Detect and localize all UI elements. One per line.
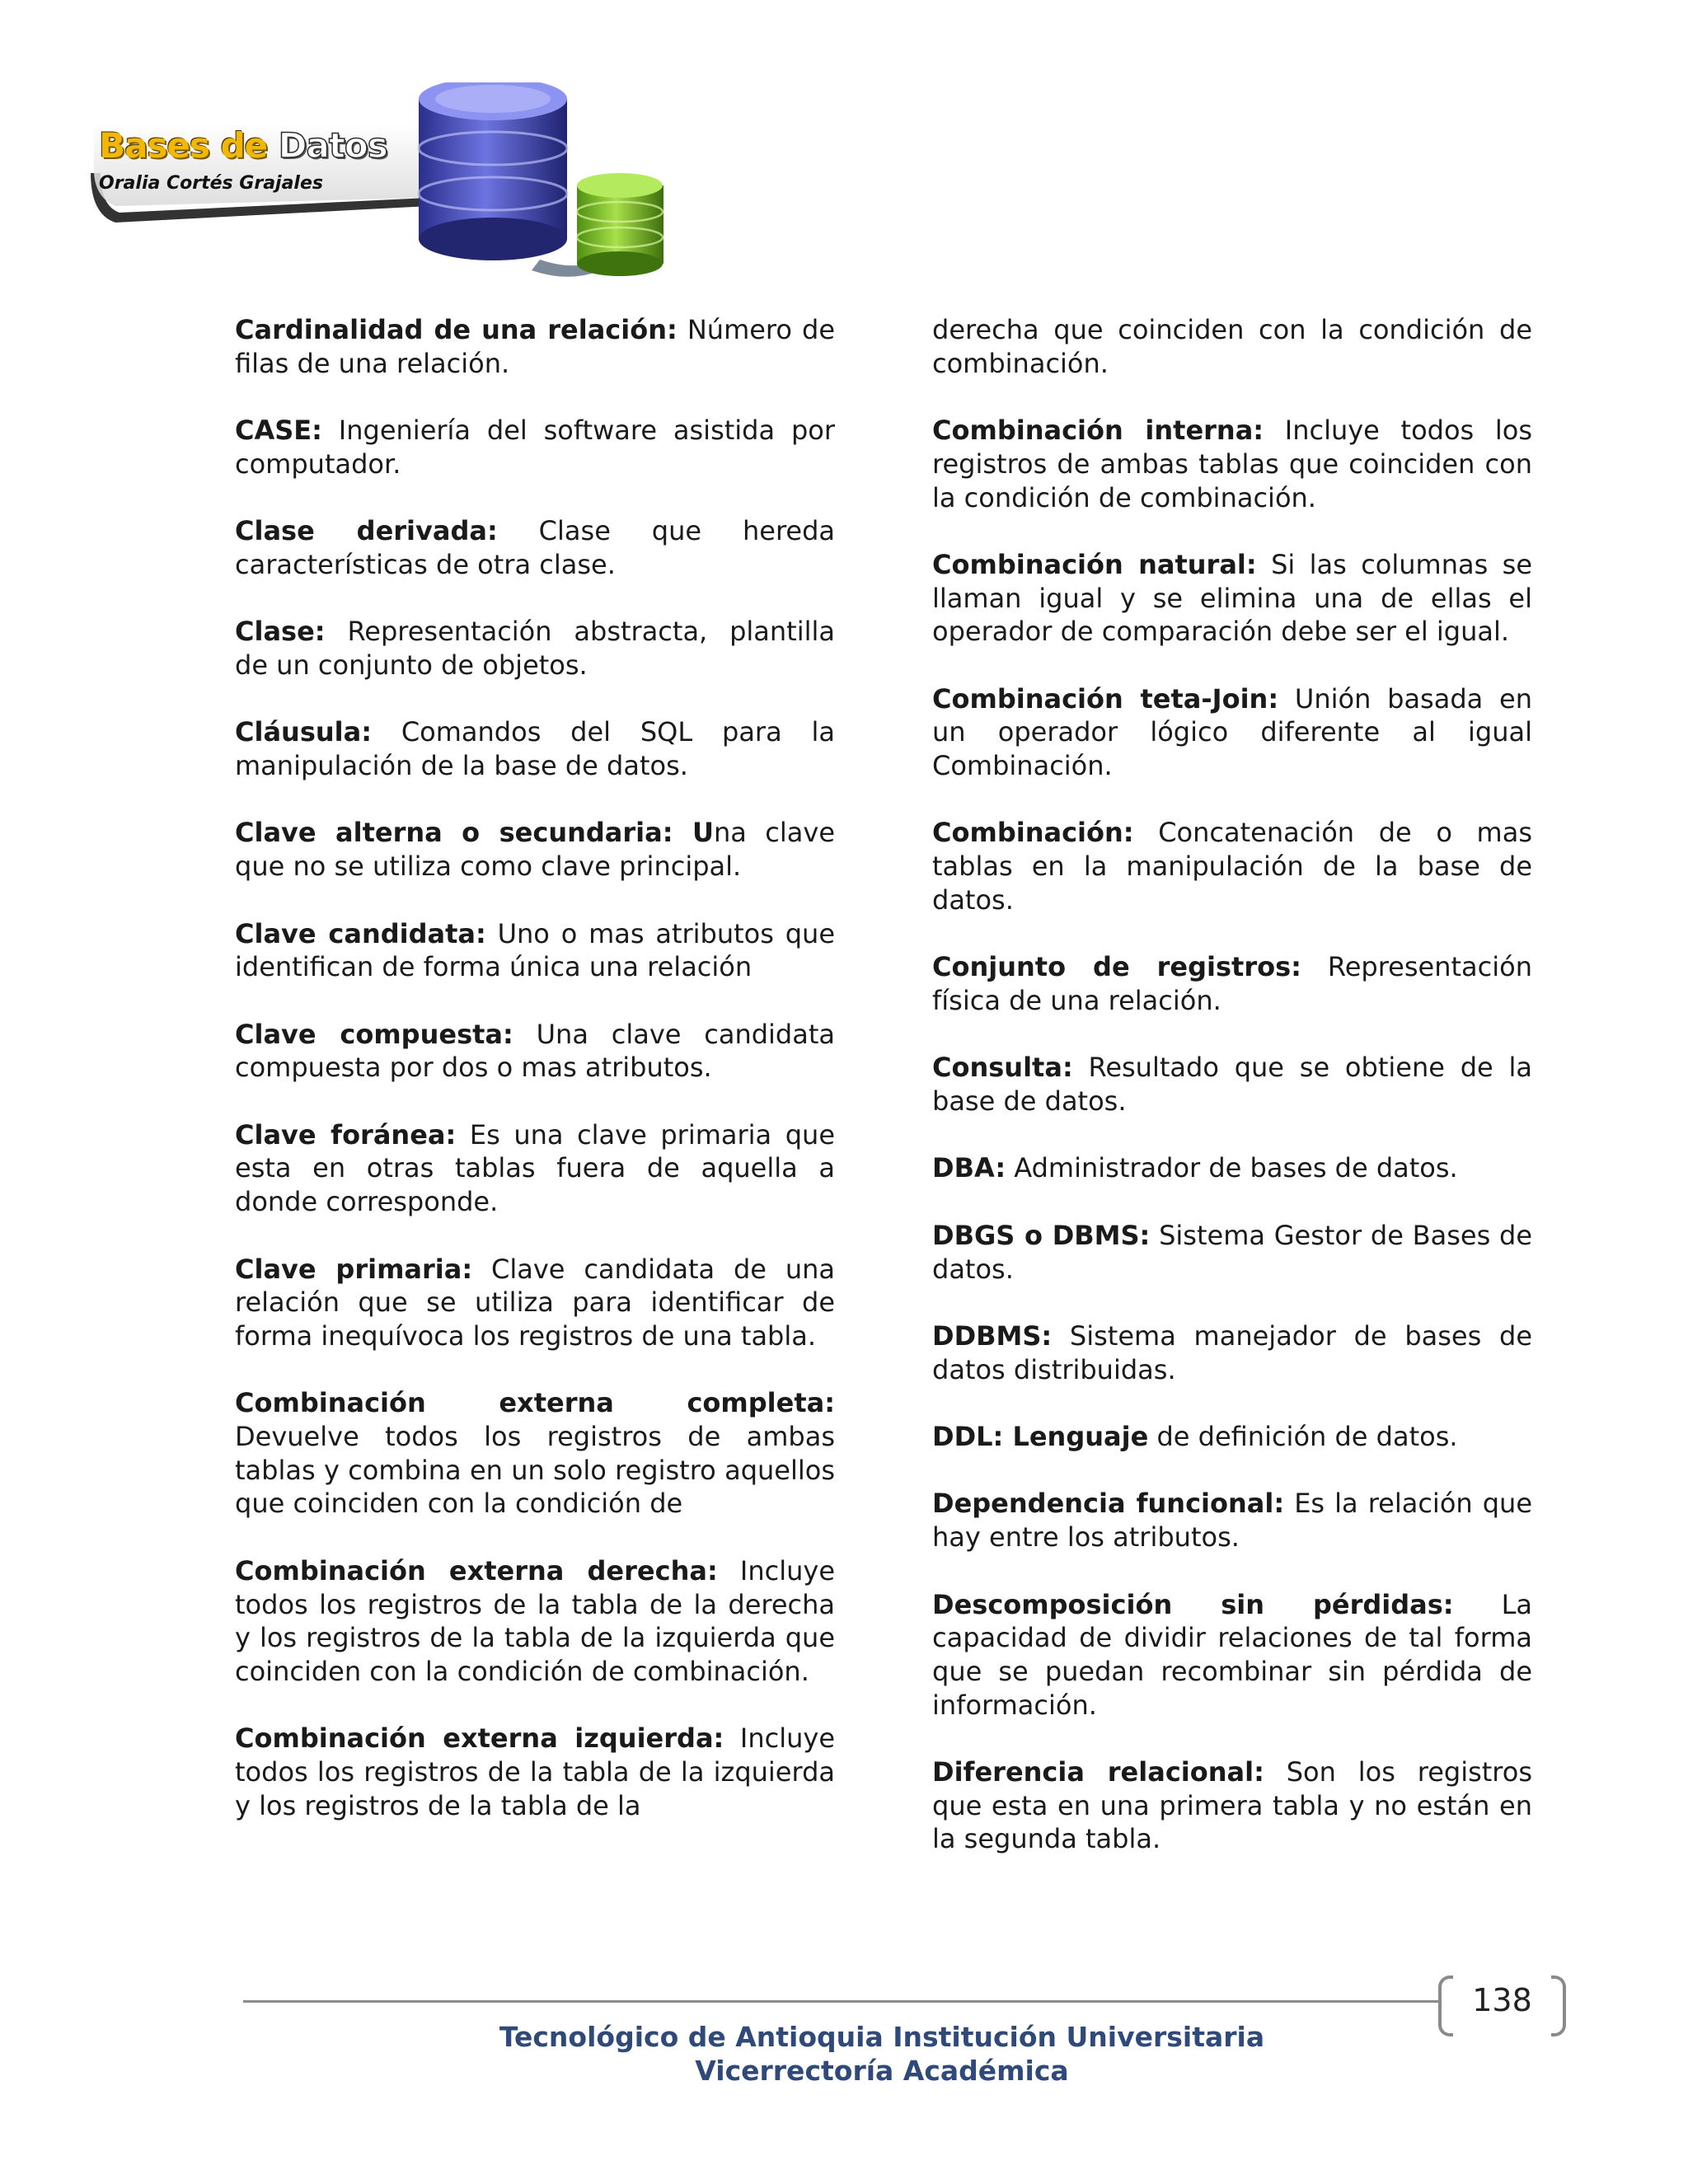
logo-title [99, 125, 387, 166]
page-number: 138 [1472, 1982, 1532, 2018]
glossary-entry [932, 1588, 1532, 1722]
glossary-term: DBGS o DBMS: [932, 1219, 1151, 1251]
glossary-entry [932, 1420, 1532, 1454]
glossary-term: CASE: [235, 415, 322, 447]
logo-word-datos: Datos [278, 125, 387, 166]
glossary-definition: Concatenación de o mas tablas en la manipulación de la base de datos. [932, 817, 1532, 916]
glossary-entry [235, 1554, 835, 1689]
glossary-entry [932, 1319, 1532, 1386]
glossary-term: Clase derivada: [235, 515, 498, 547]
glossary-term: Clave foránea: [235, 1118, 457, 1151]
footer-divider [243, 2000, 1438, 2003]
glossary-term: Diferencia relacional: [932, 1756, 1264, 1788]
glossary-term: Dependencia funcional: [932, 1488, 1285, 1520]
glossary-entry [235, 615, 835, 682]
glossary-definition: Administrador de bases de datos. [1006, 1152, 1458, 1184]
glossary-term: Descomposición sin pérdidas: [932, 1588, 1454, 1620]
glossary-term: Combinación: [932, 817, 1134, 849]
glossary-entry [235, 514, 835, 581]
glossary-term: Combinación interna: [932, 415, 1264, 447]
glossary-term: DDBMS: [932, 1319, 1053, 1352]
glossary-definition: Son los registros que esta en una primera tabla y no están en la segunda tabla. [932, 1756, 1533, 1855]
glossary-term: Combinación natural: [932, 548, 1257, 580]
glossary-entry [932, 313, 1532, 380]
glossary-entry [235, 816, 835, 883]
glossary-definition: derecha que coinciden con la condición de combinación. [932, 314, 1532, 379]
glossary-entry [235, 1386, 835, 1521]
glossary-entry [932, 816, 1532, 916]
glossary-term: Clave compuesta: [235, 1018, 513, 1050]
glossary-definition: Una clave candidata compuesta por dos o mas atributos. [235, 1018, 836, 1084]
glossary-term: Cláusula: [235, 716, 373, 748]
glossary-term: Clave alterna o secundaria: U [235, 817, 714, 849]
glossary-term: Combinación externa izquierda: [235, 1722, 724, 1755]
glossary-entry [932, 1487, 1532, 1554]
glossary-definition: Es una clave primaria que esta en otras tablas fuera de aquella a donde corresponde. [235, 1118, 836, 1218]
glossary-entry [235, 1253, 835, 1353]
logo-word-bases-de: Bases de [99, 125, 268, 166]
glossary-definition: Sistema manejador de bases de datos distribuidas. [932, 1319, 1532, 1385]
glossary-entry [235, 917, 835, 984]
glossary-term: Consulta: [932, 1052, 1073, 1084]
glossary-entry [932, 1755, 1532, 1856]
glossary-term: Clase: [235, 616, 326, 648]
glossary-term: Cardinalidad de una relación: [235, 314, 678, 345]
glossary-definition: Comandos del SQL para la manipulación de la base de datos. [235, 716, 835, 782]
glossary-definition: Resultado que se obtiene de la base de datos. [932, 1052, 1532, 1118]
glossary-entry [235, 1018, 835, 1085]
footer-department: Vicerrectoría Académica [695, 2055, 1069, 2087]
glossary-definition: Incluye todos los registros de la tabla de la izquierda y los registros de la tabla de la [235, 1722, 836, 1821]
glossary-definition: na clave que no se utiliza como clave principal. [235, 817, 836, 883]
glossary-term: DDL: Lenguaje [932, 1421, 1149, 1453]
glossary-definition: Representación física de una relación. [932, 951, 1532, 1016]
glossary-definition: Sistema Gestor de Bases de datos. [932, 1219, 1532, 1285]
glossary-definition: de definición de datos. [1148, 1421, 1458, 1453]
glossary-entry [932, 682, 1532, 783]
glossary-definition: Representación abstracta, plantilla de un conjunto de objetos. [235, 616, 835, 681]
glossary-term: Conjunto de registros: [932, 951, 1301, 983]
glossary-definition: Incluye todos los registros de la tabla de la derecha y los registros de la tabla de la izquierda que coinciden con la condición de combinación. [235, 1554, 836, 1687]
glossary-definition: Si las columnas se llaman igual y se elimina una de ellas el operador de comparación debe ser el igual. [932, 548, 1533, 648]
glossary-entry [932, 548, 1532, 649]
glossary-entry [932, 950, 1532, 1017]
glossary-definition: Devuelve todos los registros de ambas tablas y combina en un solo registro aquellos que coinciden con la condición de [235, 1421, 835, 1520]
author-name: Oralia Cortés Grajales [99, 173, 323, 194]
footer-institution: Tecnológico de Antioquia Institución Universitaria [499, 2021, 1265, 2053]
glossary-term: Combinación teta-Join: [932, 682, 1279, 715]
glossary-entry [235, 1118, 835, 1219]
glossary-definition: Incluye todos los registros de ambas tablas que coinciden con la condición de combinación. [932, 415, 1532, 513]
glossary-entry [235, 1722, 835, 1822]
glossary-entry [235, 715, 835, 782]
glossary-term: Combinación externa derecha: [235, 1554, 718, 1586]
glossary-definition: Unión basada en un operador lógico diferente al igual Combinación. [932, 682, 1533, 782]
glossary-definition: Ingeniería del software asistida por computador. [235, 415, 835, 480]
glossary-left-column [235, 313, 835, 1856]
glossary-term: Combinación externa completa: [235, 1387, 835, 1419]
glossary-definition: La capacidad de dividir relaciones de tal forma que se puedan recombinar sin pérdida de información. [932, 1588, 1532, 1721]
glossary-definition: Clase que hereda características de otra clase. [235, 515, 836, 580]
glossary-term: Clave primaria: [235, 1253, 473, 1285]
glossary-entry [932, 1219, 1532, 1286]
glossary-definition: Número de filas de una relación. [235, 314, 836, 379]
glossary-entry [932, 1051, 1532, 1118]
glossary-definition: Uno o mas atributos que identifican de forma única una relación [235, 917, 836, 983]
glossary-definition: Clave candidata de una relación que se utiliza para identificar de forma inequívoca los registros de una tabla. [235, 1253, 836, 1352]
glossary-term: DBA: [932, 1152, 1006, 1184]
glossary-right-column [932, 313, 1532, 1890]
glossary-entry [235, 313, 835, 380]
glossary-entry [235, 414, 835, 480]
glossary-definition: Es la relación que hay entre los atributos. [932, 1488, 1533, 1554]
glossary-entry [932, 1151, 1532, 1185]
glossary-entry [932, 414, 1532, 514]
book-logo [82, 82, 676, 284]
glossary-term: Clave candidata: [235, 917, 486, 949]
